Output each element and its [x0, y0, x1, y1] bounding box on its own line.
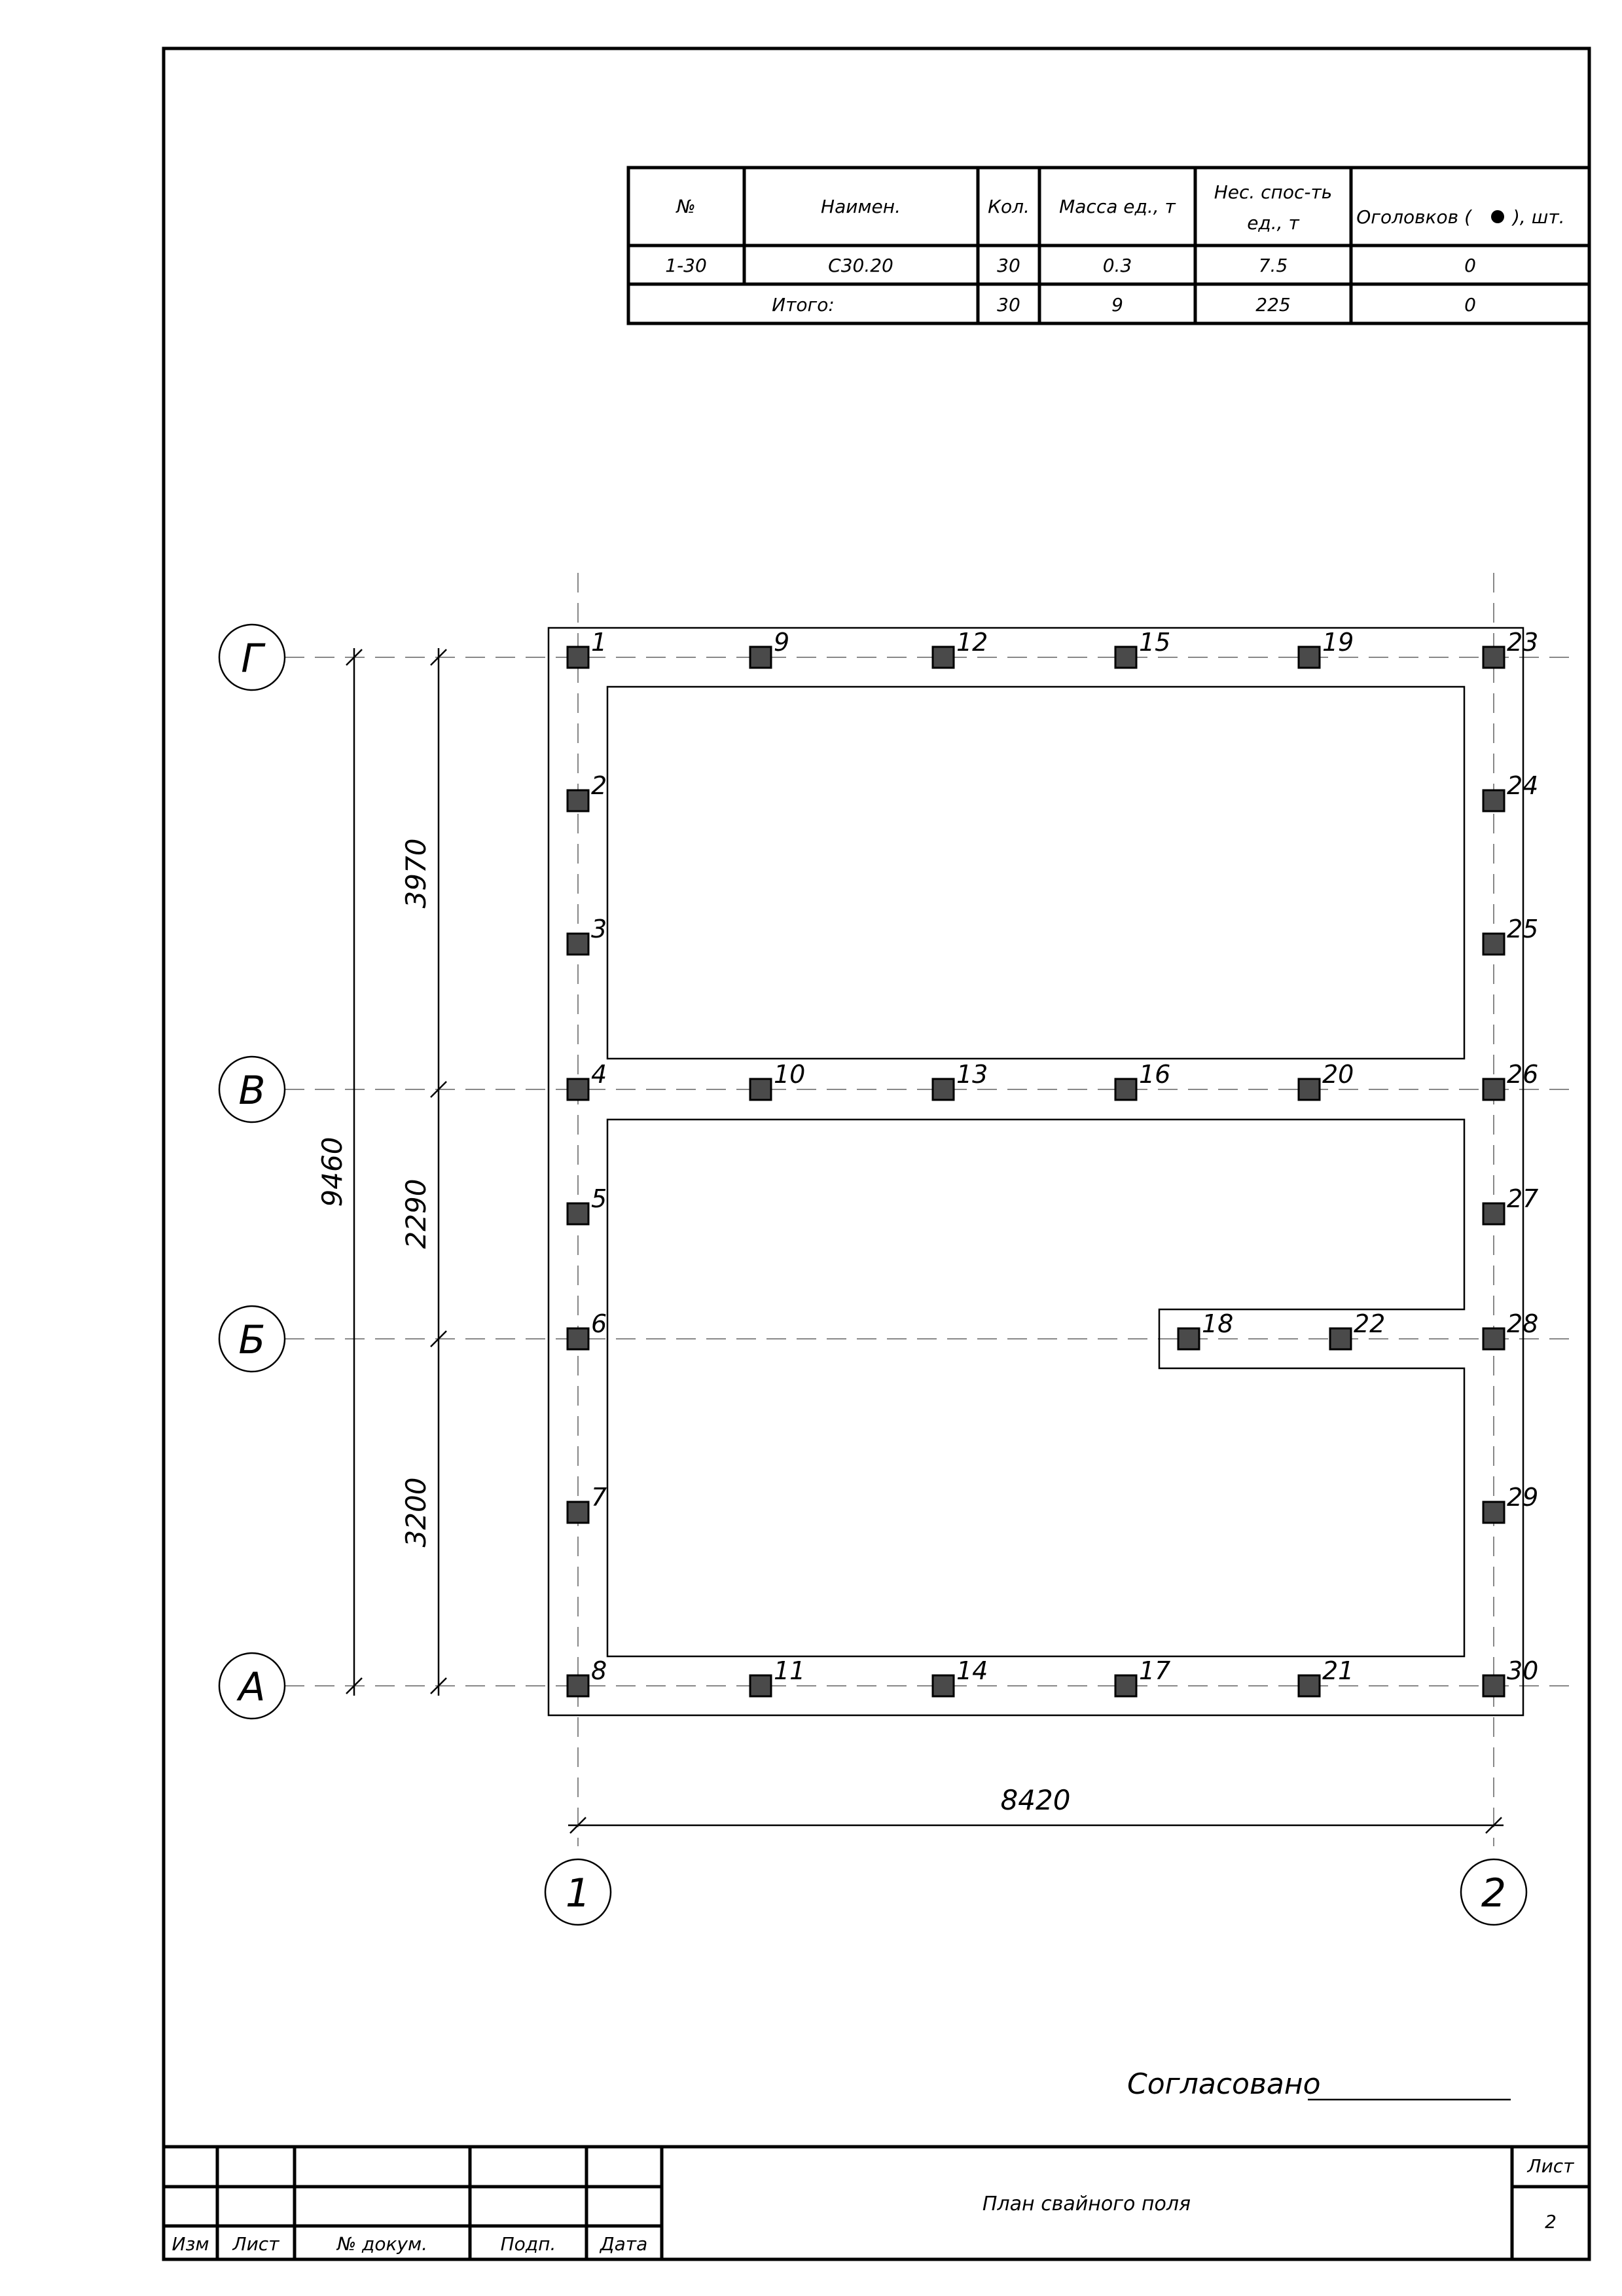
pile-marker: [568, 1328, 588, 1349]
pile-marker: [568, 647, 588, 668]
pile-marker: [750, 647, 771, 668]
pile-number: 28: [1507, 1309, 1539, 1338]
pile-30: [1483, 1656, 1538, 1696]
spec-header-capacity-line1: Нес. спос-ть: [1214, 181, 1333, 203]
dimension-horizontal: 8420: [1000, 1784, 1071, 1816]
pile-10: [750, 1060, 805, 1100]
pile-cap-symbol-icon: [1491, 210, 1504, 223]
pile-23: [1483, 628, 1538, 668]
pile-number: 23: [1507, 628, 1539, 657]
pile-marker: [933, 647, 954, 668]
pile-number: 22: [1354, 1309, 1386, 1338]
spec-row-capacity: 7.5: [1258, 255, 1288, 276]
pile-number: 9: [774, 628, 790, 657]
axis-bubble-b: [219, 1306, 285, 1372]
pile-8: [568, 1656, 607, 1696]
pile-13: [933, 1060, 988, 1100]
sheet-number: 2: [1545, 2211, 1557, 2232]
spec-total-mass: 9: [1111, 294, 1123, 316]
pile-number: 4: [591, 1060, 607, 1089]
spec-header-no: №: [676, 196, 696, 217]
axis-lines: [285, 573, 1577, 1846]
pile-26: [1483, 1060, 1538, 1100]
axis-bubble-g: [219, 625, 285, 690]
spec-header-mass: Масса ед., т: [1059, 196, 1176, 217]
pile-9: [750, 628, 789, 668]
spec-total-caps: 0: [1464, 294, 1476, 316]
pile-number: 3: [591, 915, 607, 943]
pile-number: 18: [1202, 1309, 1234, 1338]
approval-label: Согласовано: [1127, 2068, 1321, 2101]
pile-marker: [568, 934, 588, 955]
pile-number: 8: [591, 1656, 607, 1685]
pile-1: [568, 628, 607, 668]
pile-marker: [1483, 1079, 1504, 1100]
pile-number: 11: [774, 1656, 806, 1685]
drawing-title: План свайного поля: [982, 2193, 1191, 2215]
pile-12: [933, 628, 988, 668]
spec-total-label: Итого:: [772, 294, 835, 316]
pile-marker: [1115, 1675, 1136, 1696]
pile-marker: [933, 1675, 954, 1696]
svg-text:А: А: [238, 1664, 266, 1710]
axis-bubble-1: [545, 1859, 611, 1925]
dimension-segment-3970: 3970: [400, 838, 432, 909]
pile-number: 1: [591, 628, 607, 657]
pile-11: [750, 1656, 805, 1696]
pile-21: [1299, 1656, 1354, 1696]
pile-14: [933, 1656, 988, 1696]
svg-text:2: 2: [1481, 1870, 1507, 1916]
spec-row-qty: 30: [997, 255, 1020, 276]
spec-header-qty: Кол.: [988, 196, 1030, 217]
pile-marker: [1299, 647, 1320, 668]
axis-bubbles: [219, 625, 1526, 1925]
pile-number: 20: [1322, 1060, 1354, 1089]
pile-27: [1483, 1184, 1538, 1224]
pile-number: 17: [1139, 1656, 1171, 1685]
dimension-segment-3200: 3200: [400, 1477, 432, 1548]
spec-row-caps: 0: [1464, 255, 1476, 276]
pile-20: [1299, 1060, 1354, 1100]
pile-marker: [568, 1079, 588, 1100]
pile-15: [1115, 628, 1170, 668]
axis-bubble-v: [219, 1057, 285, 1122]
spec-header-caps-part1: Оголовков (: [1356, 206, 1471, 228]
dimension-total-vertical: 9460: [316, 1137, 348, 1207]
spec-header-capacity-line2: ед., т: [1247, 212, 1299, 234]
sheet-label: Лист: [1527, 2155, 1574, 2177]
pile-number: 24: [1507, 771, 1539, 800]
pile-number: 16: [1139, 1060, 1171, 1089]
pile-number: 2: [591, 771, 607, 800]
pile-number: 21: [1322, 1656, 1354, 1685]
pile-marker: [568, 1502, 588, 1523]
pile-19: [1299, 628, 1354, 668]
pile-number: 25: [1507, 915, 1539, 943]
pile-5: [568, 1184, 607, 1224]
spec-header-name: Наимен.: [821, 196, 901, 217]
pile-29: [1483, 1483, 1538, 1523]
pile-marker: [568, 1675, 588, 1696]
pile-number: 12: [956, 628, 988, 657]
pile-6: [568, 1309, 607, 1349]
spec-table-text: [665, 181, 1564, 316]
pile-marker: [1330, 1328, 1351, 1349]
pile-marker: [1299, 1675, 1320, 1696]
pile-17: [1115, 1656, 1170, 1696]
pile-marker: [1483, 647, 1504, 668]
pile-marker: [1483, 934, 1504, 955]
pile-16: [1115, 1060, 1170, 1100]
pile-marker: [1483, 1203, 1504, 1224]
title-col-list: Лист: [232, 2233, 279, 2255]
title-col-doc: № докум.: [336, 2233, 428, 2255]
pile-2: [568, 771, 607, 811]
axis-bubble-2: [1461, 1859, 1526, 1925]
piles: [568, 628, 1538, 1696]
pile-24: [1483, 771, 1538, 811]
pile-marker: [568, 790, 588, 811]
grillage-outline: [549, 628, 1523, 1715]
pile-22: [1330, 1309, 1385, 1349]
pile-number: 30: [1507, 1656, 1539, 1685]
pile-number: 6: [591, 1309, 607, 1338]
spec-total-capacity: 225: [1255, 294, 1291, 316]
pile-number: 7: [591, 1483, 607, 1512]
spec-row-no: 1-30: [665, 255, 707, 276]
sheet-frame: [164, 48, 1589, 2259]
title-col-izm: Изм: [171, 2233, 209, 2255]
pile-marker: [933, 1079, 954, 1100]
spec-row-name: С30.20: [828, 255, 893, 276]
pile-28: [1483, 1309, 1538, 1349]
dimension-segment-2290: 2290: [400, 1178, 432, 1249]
svg-text:1: 1: [565, 1870, 591, 1916]
spec-header-caps-part2: ), шт.: [1513, 206, 1565, 228]
title-col-date: Дата: [600, 2233, 648, 2255]
pile-number: 14: [956, 1656, 988, 1685]
pile-number: 19: [1322, 628, 1354, 657]
pile-4: [568, 1060, 607, 1100]
svg-text:Г: Г: [241, 636, 263, 682]
pile-marker: [568, 1203, 588, 1224]
pile-number: 13: [956, 1060, 988, 1089]
pile-marker: [750, 1675, 771, 1696]
pile-7: [568, 1483, 607, 1523]
svg-text:В: В: [238, 1068, 266, 1114]
title-block-text: [172, 2155, 1575, 2255]
pile-25: [1483, 915, 1538, 955]
pile-marker: [1483, 790, 1504, 811]
pile-marker: [1483, 1328, 1504, 1349]
pile-marker: [1299, 1079, 1320, 1100]
pile-marker: [1178, 1328, 1199, 1349]
pile-number: 10: [774, 1060, 806, 1089]
title-col-sign: Подп.: [500, 2233, 556, 2255]
spec-total-qty: 30: [997, 294, 1020, 316]
pile-number: 5: [591, 1184, 607, 1213]
pile-marker: [1483, 1675, 1504, 1696]
dimension-lines: [346, 648, 1504, 1833]
pile-number: 29: [1507, 1483, 1539, 1512]
svg-text:Б: Б: [238, 1317, 266, 1363]
pile-marker: [1115, 647, 1136, 668]
pile-marker: [750, 1079, 771, 1100]
pile-number: 27: [1507, 1184, 1539, 1213]
spec-row-mass: 0.3: [1102, 255, 1132, 276]
pile-3: [568, 915, 607, 955]
axis-bubble-a: [219, 1653, 285, 1719]
pile-18: [1178, 1309, 1233, 1349]
pile-marker: [1483, 1502, 1504, 1523]
pile-marker: [1115, 1079, 1136, 1100]
pile-number: 26: [1507, 1060, 1539, 1089]
pile-number: 15: [1139, 628, 1171, 657]
